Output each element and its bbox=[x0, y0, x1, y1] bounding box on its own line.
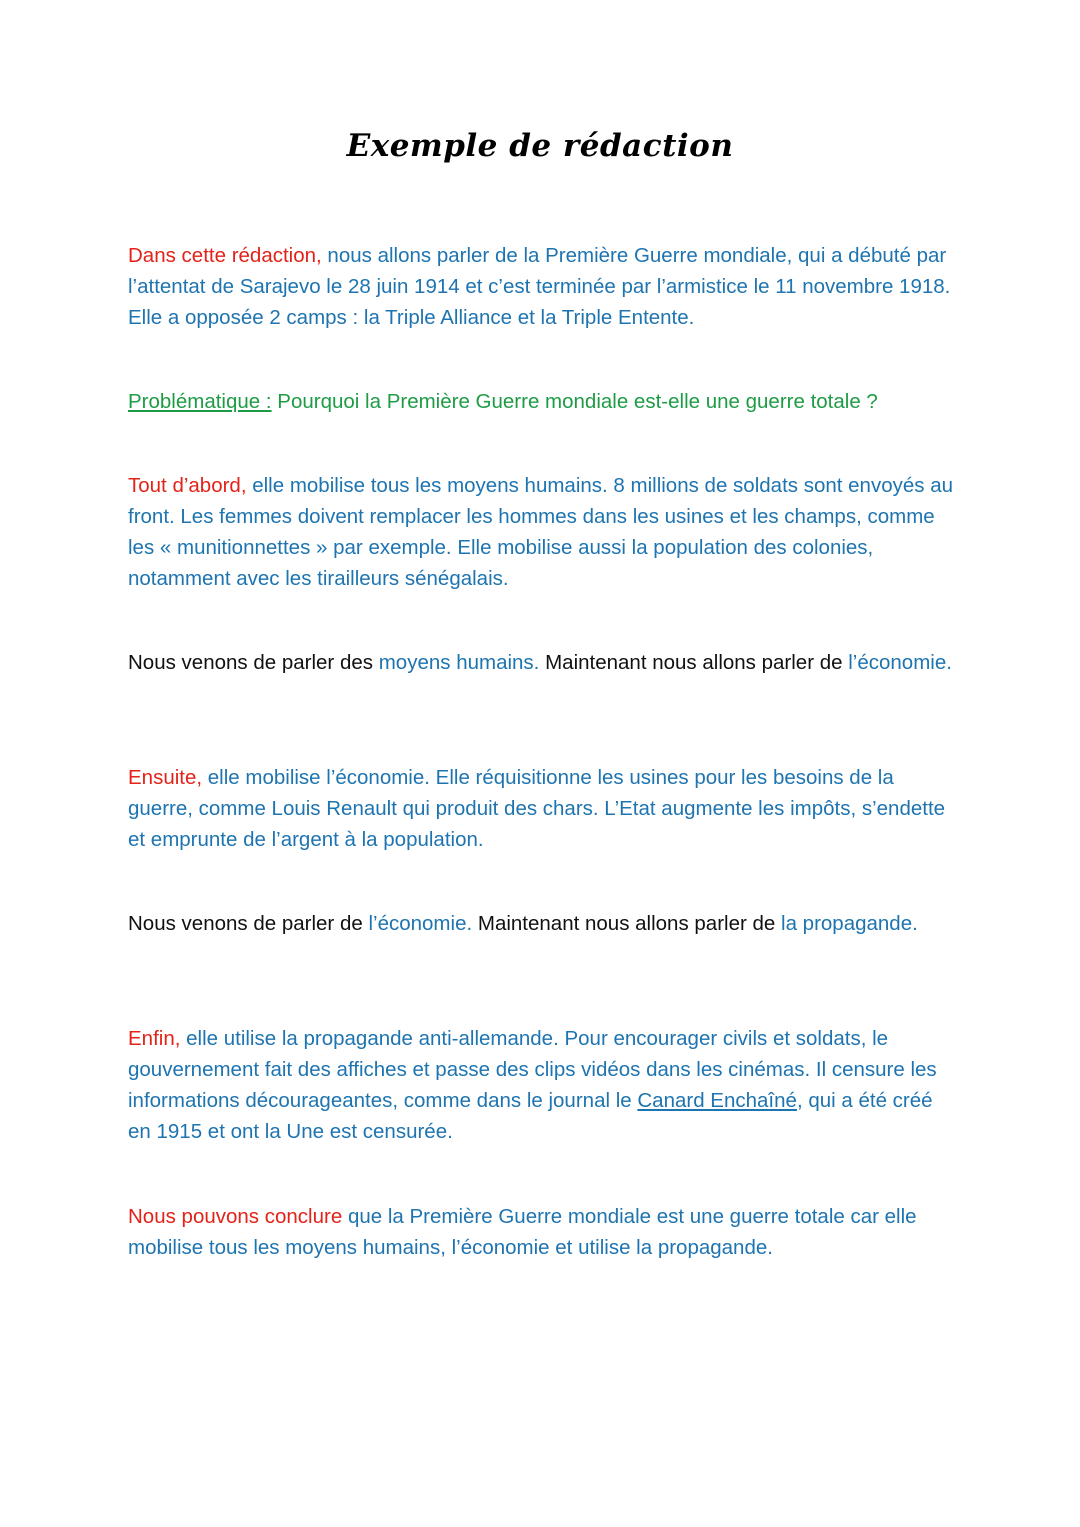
part3-body-after-link: , qui a été créé en 1915 et ont la Une est censurée. bbox=[128, 1089, 933, 1143]
page-title: Exemple de rédaction bbox=[346, 128, 734, 164]
transition2-topic-next: la propagande. bbox=[781, 912, 918, 935]
transition1-topic-next: l’économie. bbox=[848, 651, 952, 674]
canard-enchaine-link[interactable]: Canard Enchaîné bbox=[637, 1089, 797, 1112]
part2-lead: Ensuite, bbox=[128, 766, 203, 789]
part3-paragraph bbox=[128, 1023, 958, 1147]
transition1-middle: Maintenant nous allons parler de bbox=[539, 651, 849, 674]
transition2-paragraph bbox=[128, 908, 958, 939]
transition1-start: Nous venons de parler des bbox=[128, 651, 379, 674]
transition2-start: Nous venons de parler de bbox=[128, 912, 369, 935]
intro-lead: Dans cette rédaction, bbox=[128, 244, 322, 267]
intro-body: nous allons parler de la Première Guerre mondiale, qui a débuté par l’attentat de Sarajevo le 28 juin 1914 et c’est terminée par l’armistice le 11 novembre 1918. Elle a opposée 2 camps : la Triple Alliance et la Triple Entente. bbox=[128, 244, 951, 329]
part1-lead: Tout d’abord, bbox=[128, 474, 247, 497]
part1-body: elle mobilise tous les moyens humains. 8 millions de soldats sont envoyés au front. Les femmes doivent remplacer les hommes dans les usines et les champs, comme les « munitionnettes » par exemple. Elle mobilise aussi la population des colonies, notamment avec les tirailleurs sénégalais. bbox=[128, 474, 954, 590]
part1-paragraph bbox=[128, 470, 958, 594]
part3-body-before-link: elle utilise la propagande anti-allemande. Pour encourager civils et soldats, le gouvernement fait des affiches et passe des clips vidéos dans les cinémas. Il censure les informations décourageantes, comme dans le journal le bbox=[128, 1027, 937, 1112]
conclusion-lead: Nous pouvons conclure bbox=[128, 1205, 343, 1228]
problematique-text: Pourquoi la Première Guerre mondiale est-elle une guerre totale ? bbox=[271, 390, 878, 413]
transition2-middle: Maintenant nous allons parler de bbox=[472, 912, 782, 935]
conclusion-body: que la Première Guerre mondiale est une guerre totale car elle mobilise tous les moyens humains, l’économie et utilise la propagande. bbox=[128, 1205, 917, 1259]
transition1-topic-done: moyens humains. bbox=[378, 651, 540, 674]
transition1-paragraph bbox=[128, 647, 958, 678]
problematique-label: Problématique : bbox=[128, 390, 272, 413]
part2-paragraph bbox=[128, 762, 958, 855]
part3-lead: Enfin, bbox=[128, 1027, 181, 1050]
part2-body: elle mobilise l’économie. Elle réquisitionne les usines pour les besoins de la guerre, comme Louis Renault qui produit des chars. L’Etat augmente les impôts, s’endette et emprunte de l’argent à la population. bbox=[128, 766, 946, 851]
problematique-paragraph bbox=[128, 386, 958, 417]
transition2-topic-done: l’économie. bbox=[368, 912, 473, 935]
conclusion-paragraph bbox=[128, 1201, 958, 1263]
intro-paragraph bbox=[128, 240, 958, 333]
